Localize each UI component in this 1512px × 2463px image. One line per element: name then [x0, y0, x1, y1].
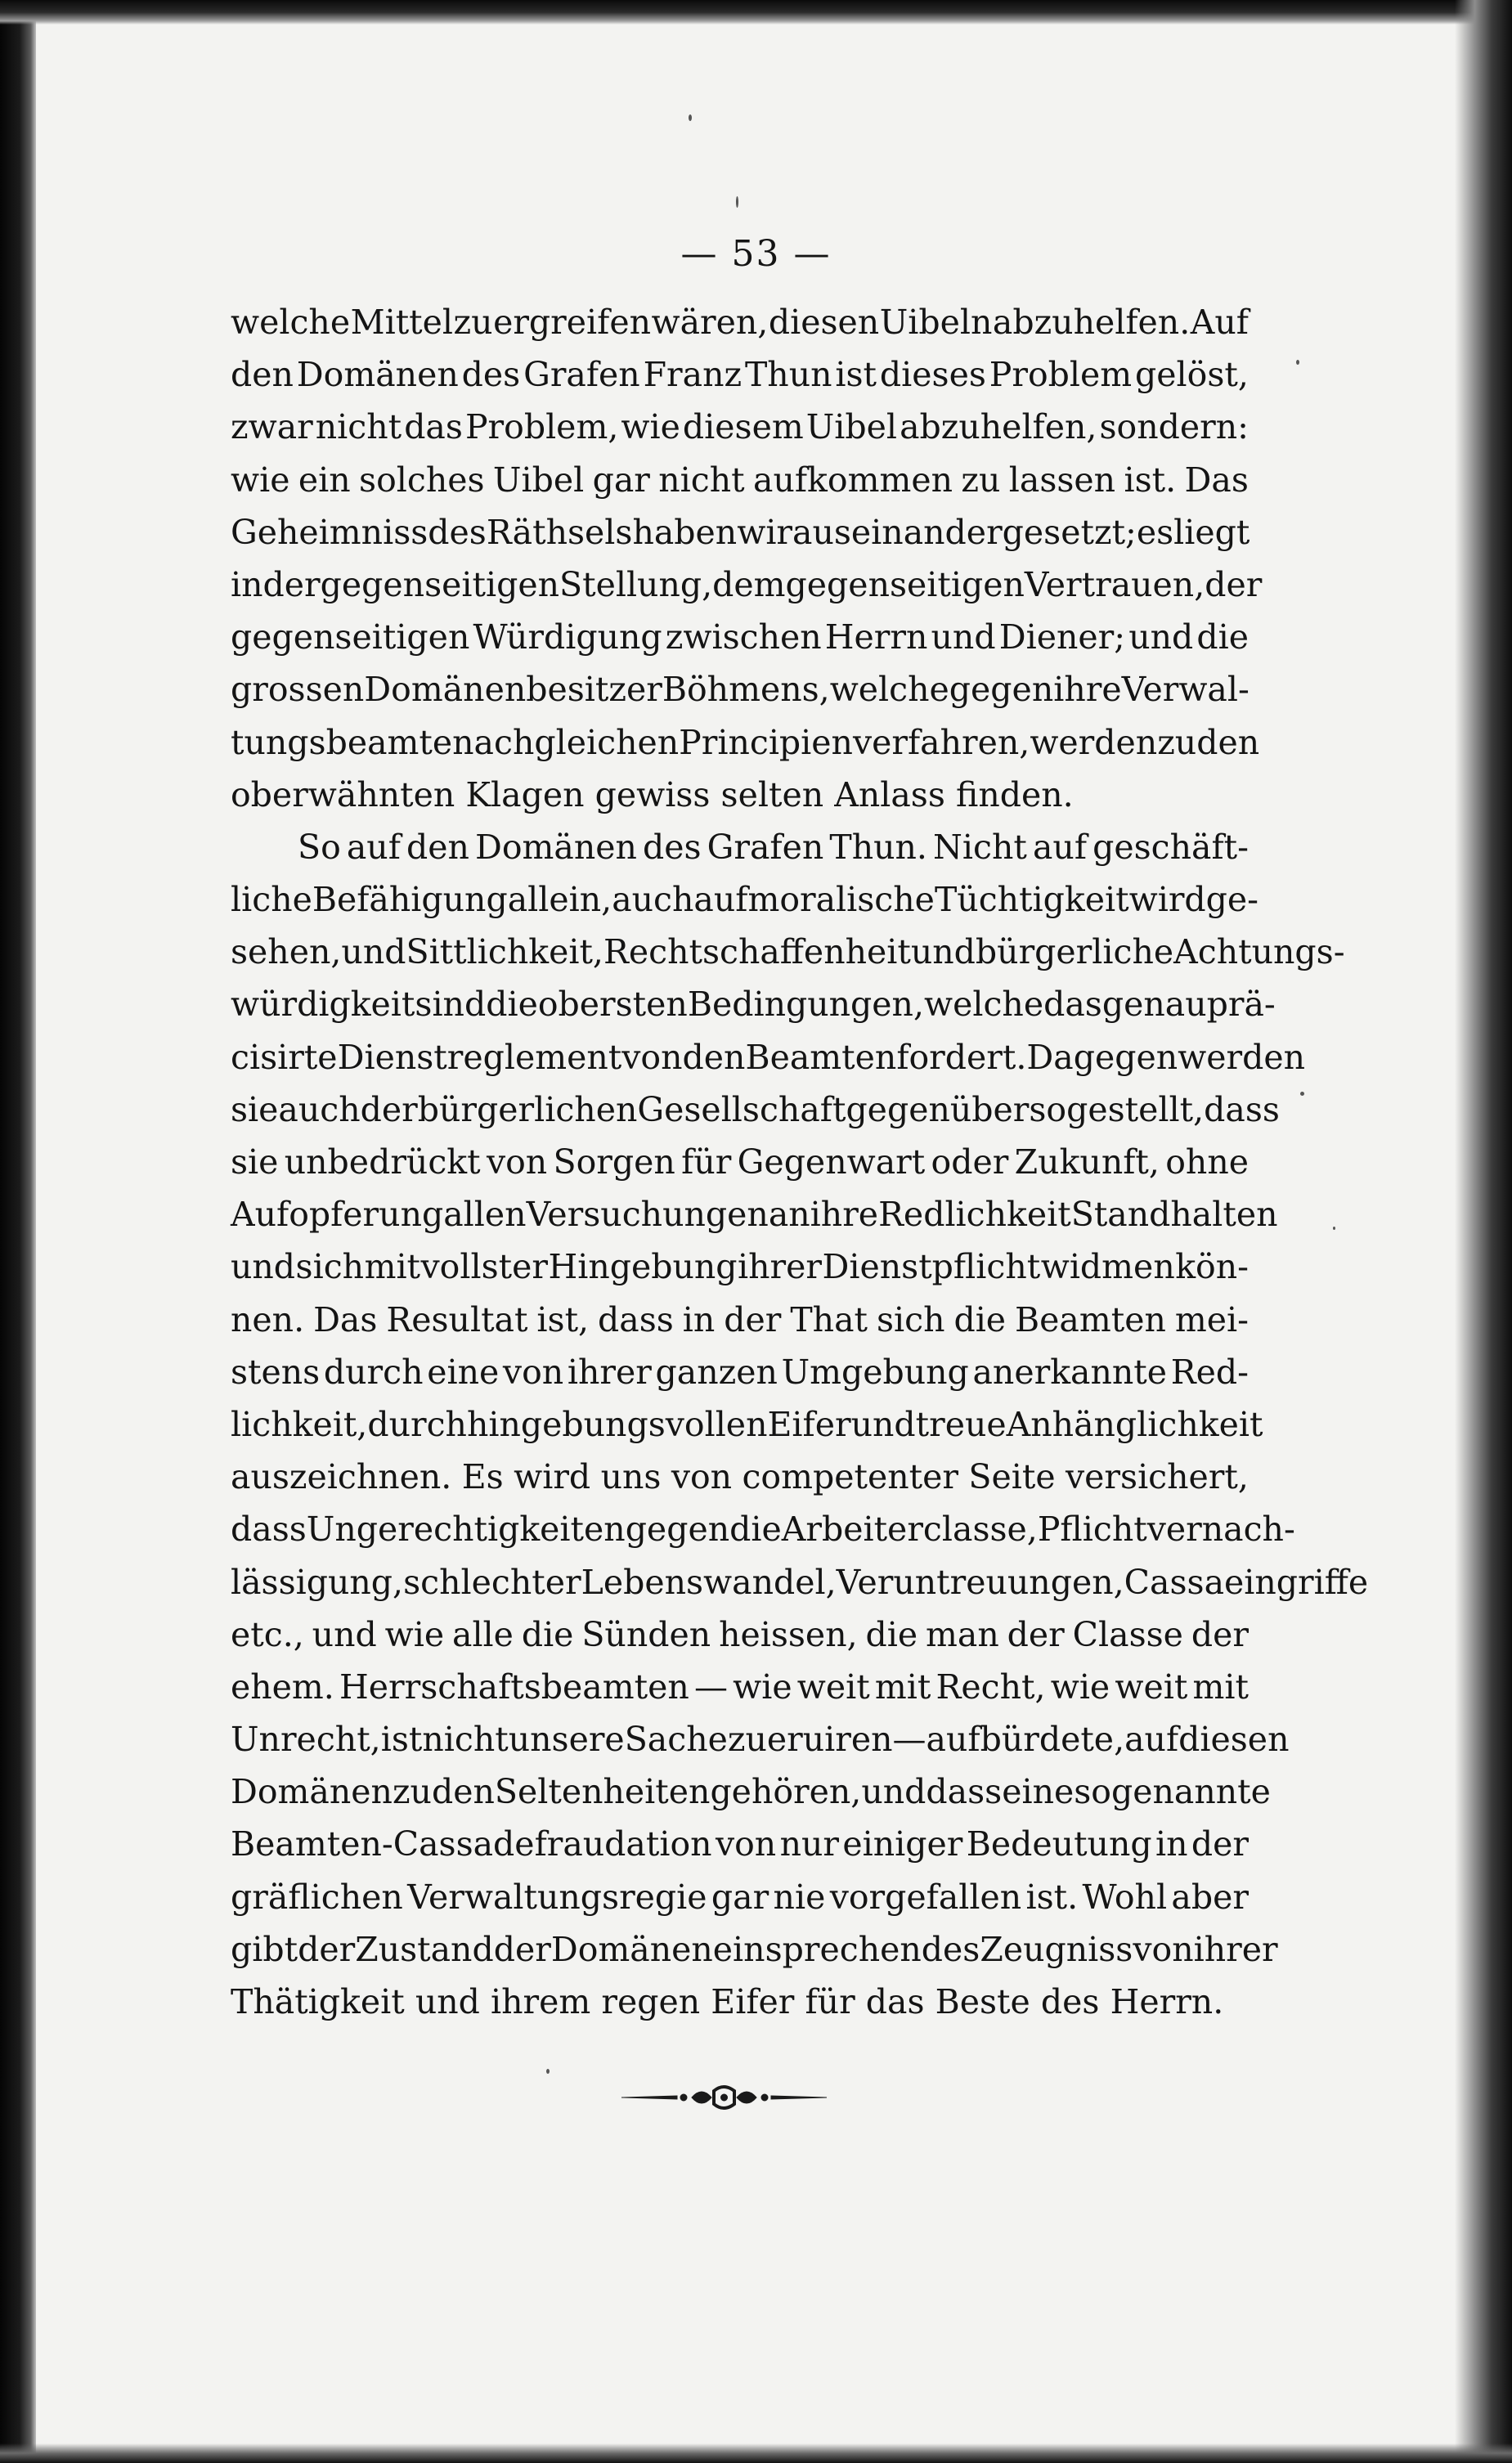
text-line: dass Ungerechtigkeiten gegen die Arbeiterclasse, Pflichtvernach- — [231, 1510, 1295, 1550]
text-line: oberwähnten Klagen gewiss selten Anlass finden. — [231, 774, 1074, 814]
scan-border-left — [0, 0, 36, 2463]
text-line: nen. Das Resultat ist, dass in der That sich die Beamten mei- — [231, 1299, 1249, 1339]
scan-speck — [1296, 360, 1299, 365]
scan-border-right — [1455, 0, 1512, 2463]
text-line: cisirte Dienstreglement von den Beamten fordert. Dagegen werden — [231, 1037, 1306, 1077]
text-line: lässigung, schlechter Lebenswandel, Veruntreuungen, Cassaeingriffe — [231, 1562, 1369, 1602]
text-line: liche Befähigung allein, auch auf moralische Tüchtigkeit wird ge- — [231, 880, 1259, 920]
text-line: So auf den Domänen des Grafen Thun. Nicht auf geschäft- — [298, 827, 1249, 867]
end-of-section-ornament — [620, 2081, 828, 2114]
text-line: auszeichnen. Es wird uns von competenter Seite versichert, — [231, 1457, 1249, 1497]
text-line: stens durch eine von ihrer ganzen Umgebung anerkannte Red- — [231, 1352, 1249, 1392]
text-line: tungsbeamte nach gleichen Principien verfahren, werden zu den — [231, 722, 1260, 762]
scan-speck — [689, 114, 692, 121]
body-text — [231, 303, 1369, 2035]
text-line: und sich mit vollster Hingebung ihrer Dienstpflicht widmen kön- — [231, 1247, 1249, 1287]
text-line: ehem. Herrschaftsbeamten — wie weit mit Recht, wie weit mit — [231, 1667, 1249, 1707]
scan-speck — [1300, 1092, 1304, 1096]
text-line: Beamten-Cassadefraudation von nur einiger Bedeutung in der — [231, 1824, 1249, 1864]
text-line: wie ein solches Uibel gar nicht aufkommen zu lassen ist. Das — [231, 460, 1249, 500]
paragraph — [231, 827, 1369, 2035]
text-line: gibt der Zustand der Domänen ein sprechendes Zeugniss von ihrer — [231, 1929, 1278, 1969]
text-line: Thätigkeit und ihrem regen Eifer für das Beste des Herrn. — [231, 1982, 1224, 2021]
text-line: sehen, und Sittlichkeit, Rechtschaffenheit und bürgerliche Achtungs- — [231, 932, 1345, 972]
text-line: gegenseitigen Würdigung zwischen Herrn und Diener; und die — [231, 617, 1249, 657]
text-line: Geheimniss des Räthsels haben wir auseinander gesetzt; es liegt — [231, 512, 1250, 552]
text-line: etc., und wie alle die Sünden heissen, die man der Classe der — [231, 1614, 1249, 1654]
text-line: in der gegenseitigen Stellung, dem gegenseitigen Vertrauen, der — [231, 564, 1263, 604]
text-line: den Domänen des Grafen Franz Thun ist dieses Problem gelöst, — [231, 355, 1249, 395]
scan-border-top — [0, 0, 1512, 25]
text-line: sie unbedrückt von Sorgen für Gegenwart oder Zukunft, ohne — [231, 1142, 1249, 1182]
scan-speck — [736, 196, 738, 208]
text-line: Domänen zu den Seltenheiten gehören, und dass eine sogenannte — [231, 1772, 1271, 1812]
text-line: würdigkeit sind die obersten Bedingungen, welche das genau prä- — [231, 985, 1276, 1025]
scan-speck — [1333, 1227, 1335, 1230]
page-number: — 53 — — [680, 233, 832, 275]
text-line: lichkeit, durch hingebungsvollen Eifer und treue Anhänglichkeit — [231, 1404, 1263, 1444]
text-line: Aufopferung allen Versuchungen an ihre Redlichkeit Stand halten — [231, 1195, 1278, 1235]
scan-speck — [546, 2069, 550, 2074]
paragraph — [231, 303, 1263, 828]
text-line: grossen Domänenbesitzer Böhmens, welche gegen ihre Verwal- — [231, 670, 1250, 710]
text-line: gräflichen Verwaltungsregie gar nie vorgefallen ist. Wohl aber — [231, 1877, 1249, 1917]
text-line: zwar nicht das Problem, wie diesem Uibel abzuhelfen, sondern: — [231, 407, 1249, 447]
text-line: welche Mittel zu ergreifen wären, diesen Uibeln abzuhelfen. Auf — [231, 303, 1249, 342]
text-line: sie auch der bürgerlichen Gesellschaft gegenüber so gestellt, dass — [231, 1089, 1280, 1129]
scan-border-bottom — [0, 2443, 1512, 2463]
text-line: Unrecht, ist nicht unsere Sache zu eruiren — aufbürdete, auf diesen — [231, 1720, 1290, 1760]
